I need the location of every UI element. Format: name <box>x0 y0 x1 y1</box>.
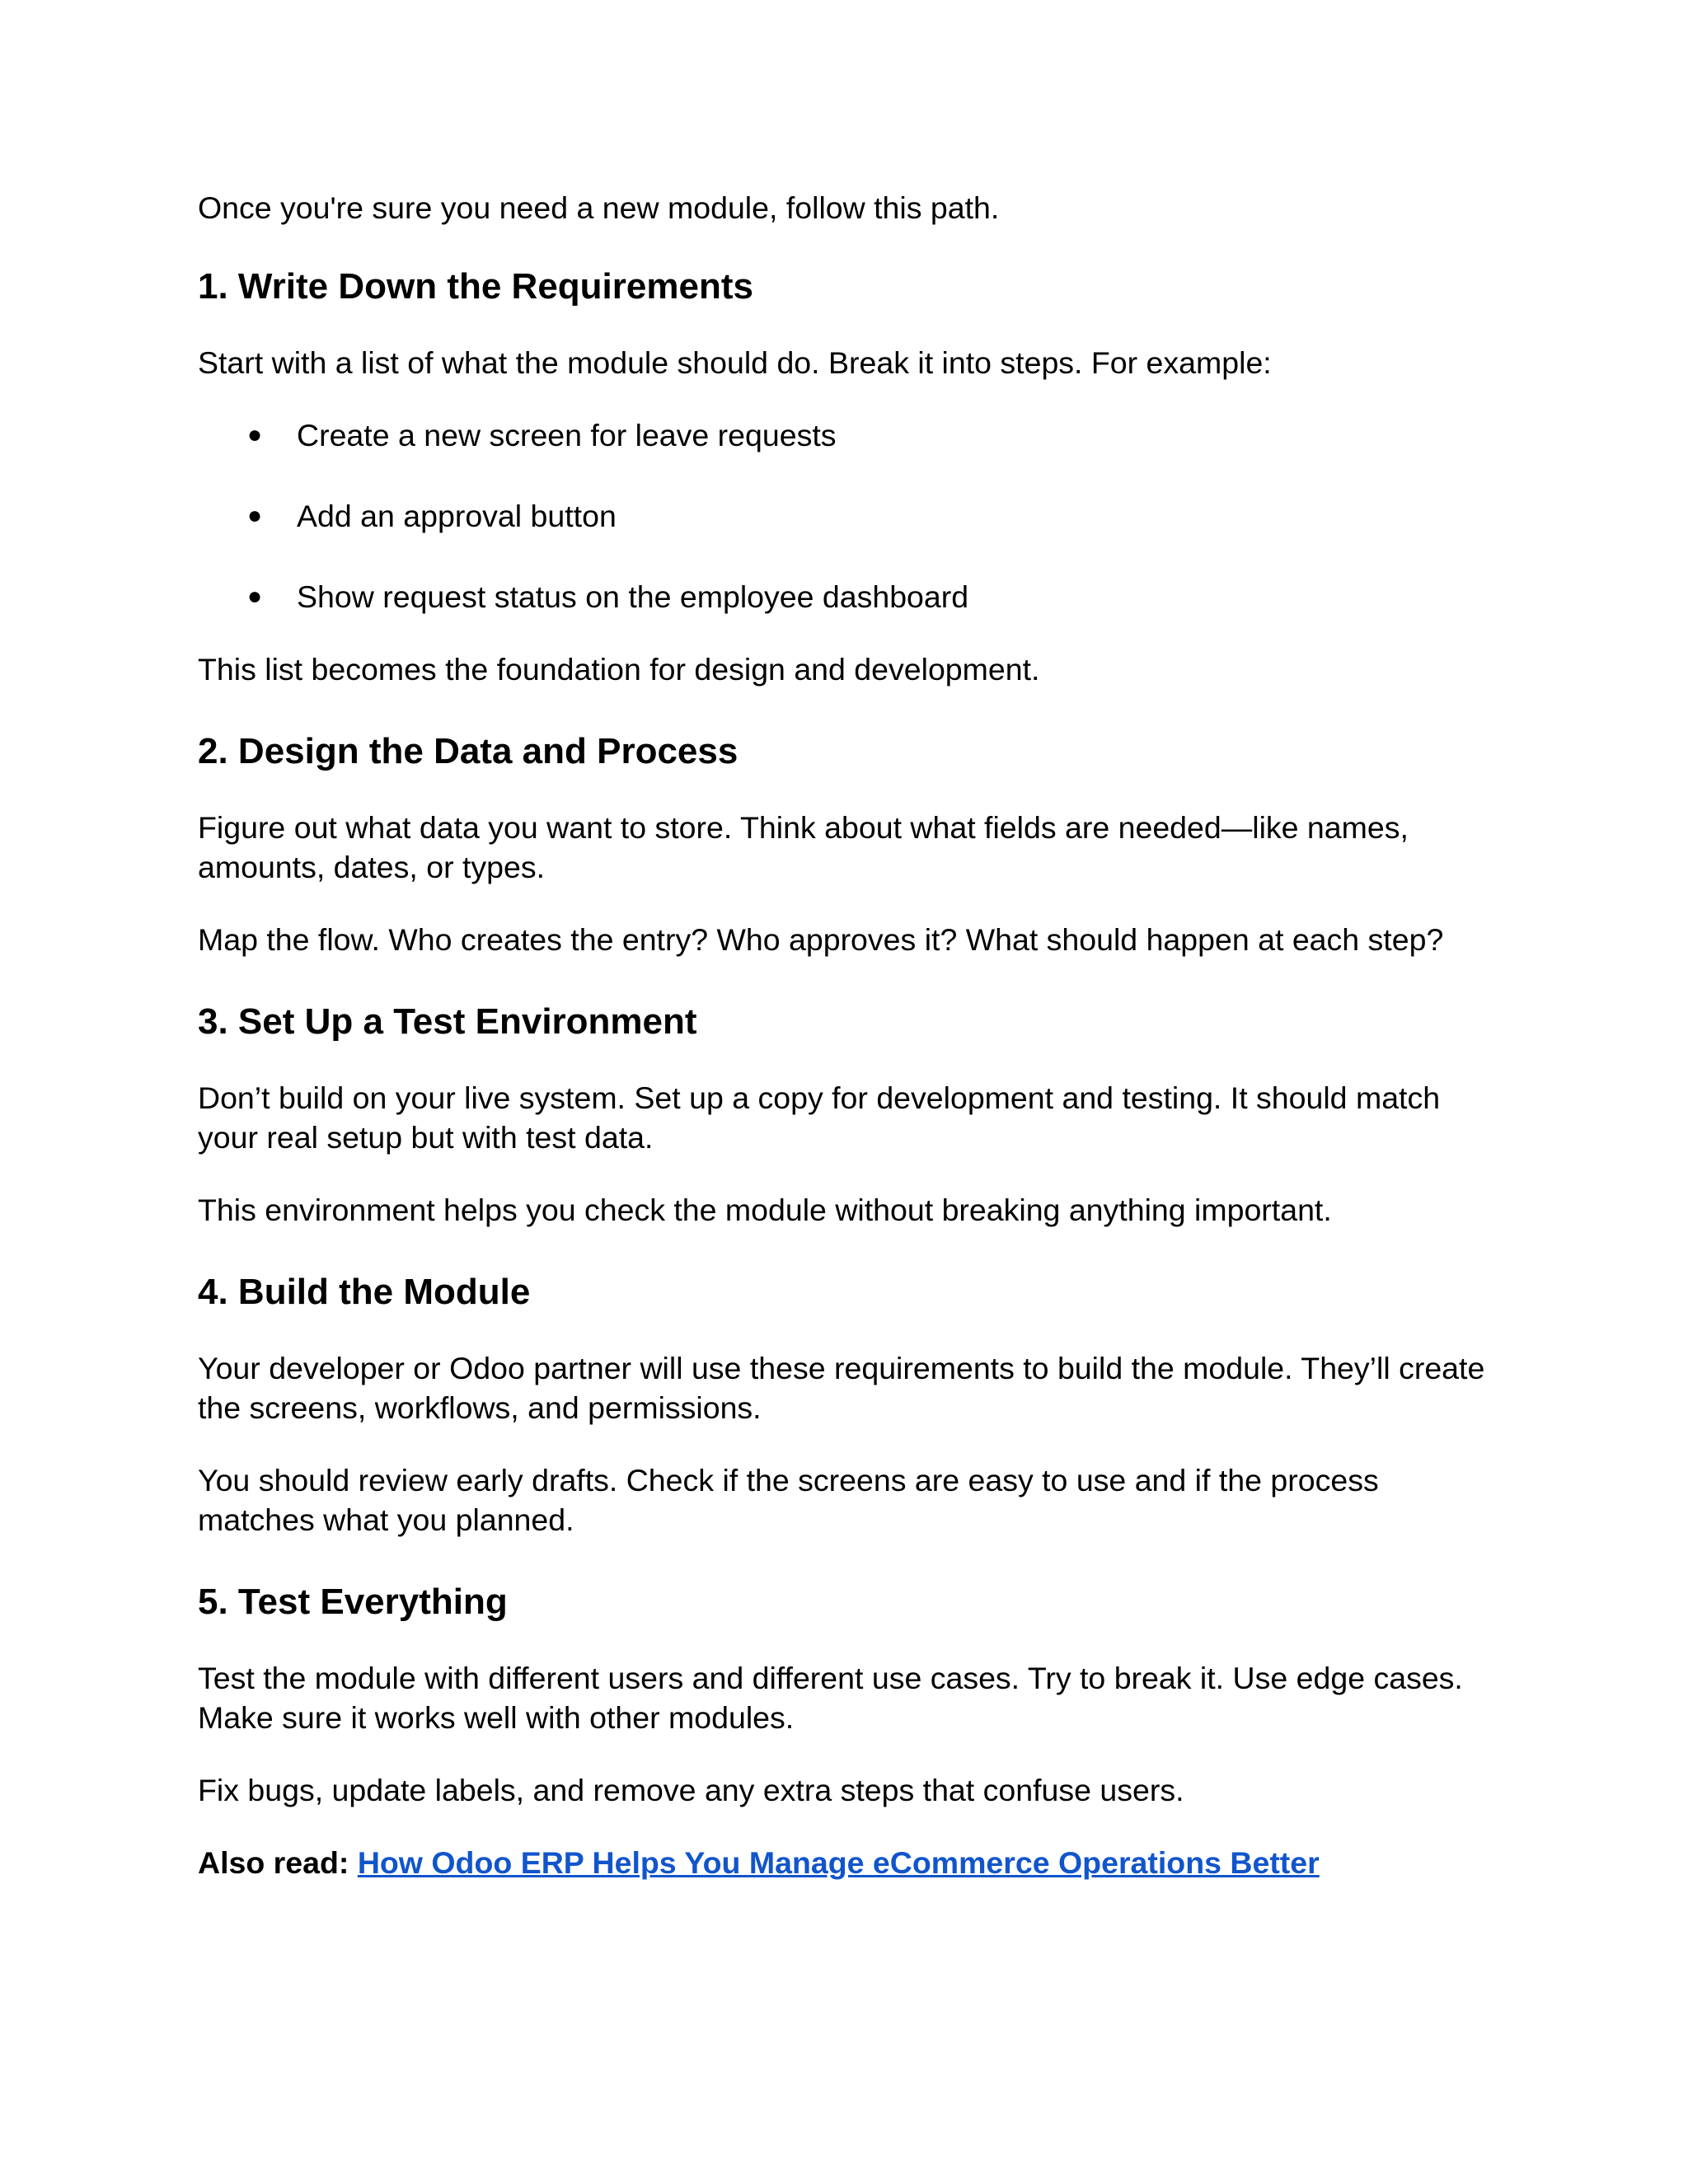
bullet-icon: ● <box>247 583 263 610</box>
list-item <box>198 415 1492 455</box>
bullet-icon: ● <box>247 421 263 448</box>
section-3-paragraph-2: This environment helps you check the module without breaking anything important. <box>198 1193 1332 1227</box>
also-read-line <box>198 1843 1492 1882</box>
section-5-heading: 5. Test Everything <box>198 1582 508 1622</box>
list-item-text: Show request status on the employee dashboard <box>297 579 969 614</box>
requirements-list <box>198 415 1492 616</box>
list-item <box>198 496 1492 536</box>
list-item <box>198 577 1492 616</box>
section-5-paragraph-1: Test the module with different users and different use cases. Try to break it. Use edge cases. Make sure it works well with other modules. <box>198 1661 1463 1735</box>
section-2-paragraph-2: Map the flow. Who creates the entry? Who approves it? What should happen at each step? <box>198 922 1444 957</box>
bullet-icon: ● <box>247 502 263 529</box>
section-1-heading: 1. Write Down the Requirements <box>198 266 753 307</box>
section-4-paragraph-1: Your developer or Odoo partner will use these requirements to build the module. They’ll create the screens, workflows, and permissions. <box>198 1351 1485 1425</box>
also-read-link[interactable]: How Odoo ERP Helps You Manage eCommerce Operations Better <box>357 1845 1320 1880</box>
section-3-heading: 3. Set Up a Test Environment <box>198 1001 697 1042</box>
also-read-label: Also read: <box>198 1845 358 1880</box>
document-page <box>198 188 1492 1882</box>
section-1-paragraph: Start with a list of what the module should do. Break it into steps. For example: <box>198 345 1272 380</box>
section-2-paragraph-1: Figure out what data you want to store. Think about what fields are needed—like names, amounts, dates, or types. <box>198 810 1409 884</box>
section-4-heading: 4. Build the Module <box>198 1272 531 1312</box>
intro-paragraph: Once you're sure you need a new module, follow this path. <box>198 190 1000 225</box>
section-4-paragraph-2: You should review early drafts. Check if the screens are easy to use and if the process matches what you planned. <box>198 1463 1379 1537</box>
section-5-paragraph-2: Fix bugs, update labels, and remove any extra steps that confuse users. <box>198 1773 1184 1807</box>
section-2-heading: 2. Design the Data and Process <box>198 731 738 771</box>
section-1-closing: This list becomes the foundation for design and development. <box>198 652 1040 687</box>
section-3-paragraph-1: Don’t build on your live system. Set up a copy for development and testing. It should match your real setup but with test data. <box>198 1080 1441 1155</box>
list-item-text: Add an approval button <box>297 499 617 533</box>
list-item-text: Create a new screen for leave requests <box>297 418 837 452</box>
